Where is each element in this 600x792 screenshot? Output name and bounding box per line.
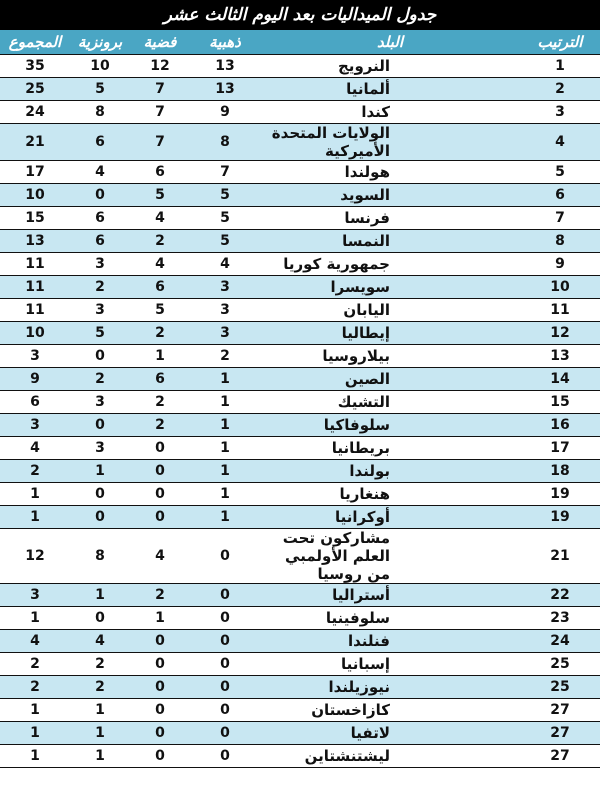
gold-cell: 0 [190, 584, 260, 607]
bronze-cell: 2 [70, 653, 130, 676]
gold-cell: 5 [190, 184, 260, 207]
bronze-cell: 3 [70, 437, 130, 460]
silver-cell: 6 [130, 161, 190, 184]
table-row [0, 101, 600, 124]
table-row [0, 322, 600, 345]
bronze-cell: 1 [70, 584, 130, 607]
table-title: جدول الميداليات بعد اليوم الثالث عشر [0, 0, 600, 30]
gold-cell: 13 [190, 55, 260, 78]
total-cell: 1 [0, 607, 70, 630]
rank-cell: 22 [520, 584, 600, 607]
bronze-cell: 1 [70, 745, 130, 768]
gold-cell: 3 [190, 322, 260, 345]
country-cell: النرويج [260, 55, 520, 78]
silver-cell: 2 [130, 391, 190, 414]
gold-cell: 7 [190, 161, 260, 184]
rank-cell: 15 [520, 391, 600, 414]
rank-cell: 3 [520, 101, 600, 124]
header-total: المجموع [0, 30, 70, 55]
country-cell: اليابان [260, 299, 520, 322]
table-row [0, 460, 600, 483]
table-row [0, 699, 600, 722]
table-row [0, 630, 600, 653]
table-row [0, 161, 600, 184]
rank-cell: 21 [520, 529, 600, 584]
total-cell: 25 [0, 78, 70, 101]
table-row [0, 299, 600, 322]
total-cell: 10 [0, 184, 70, 207]
country-cell: سلوفينيا [260, 607, 520, 630]
silver-cell: 4 [130, 529, 190, 584]
table-row [0, 529, 600, 584]
rank-cell: 11 [520, 299, 600, 322]
gold-cell: 1 [190, 460, 260, 483]
gold-cell: 1 [190, 414, 260, 437]
bronze-cell: 5 [70, 322, 130, 345]
silver-cell: 7 [130, 124, 190, 161]
country-cell: مشاركون تحت العلم الأولمبي من روسيا [260, 529, 520, 584]
table-row [0, 391, 600, 414]
silver-cell: 12 [130, 55, 190, 78]
total-cell: 17 [0, 161, 70, 184]
silver-cell: 7 [130, 78, 190, 101]
total-cell: 9 [0, 368, 70, 391]
silver-cell: 0 [130, 506, 190, 529]
gold-cell: 4 [190, 253, 260, 276]
table-row [0, 276, 600, 299]
total-cell: 11 [0, 276, 70, 299]
country-cell: هنغاريا [260, 483, 520, 506]
gold-cell: 5 [190, 230, 260, 253]
table-row [0, 78, 600, 101]
header-rank: الترتيب [520, 30, 600, 55]
country-cell: أستراليا [260, 584, 520, 607]
country-cell: بيلاروسيا [260, 345, 520, 368]
silver-cell: 6 [130, 276, 190, 299]
country-cell: لاتفيا [260, 722, 520, 745]
bronze-cell: 0 [70, 607, 130, 630]
rank-cell: 25 [520, 676, 600, 699]
bronze-cell: 0 [70, 184, 130, 207]
silver-cell: 1 [130, 607, 190, 630]
rank-cell: 25 [520, 653, 600, 676]
total-cell: 12 [0, 529, 70, 584]
rank-cell: 10 [520, 276, 600, 299]
bronze-cell: 1 [70, 722, 130, 745]
total-cell: 1 [0, 699, 70, 722]
bronze-cell: 3 [70, 253, 130, 276]
country-cell: الولايات المتحدة الأميركية [260, 124, 520, 161]
table-row [0, 607, 600, 630]
country-cell: الصين [260, 368, 520, 391]
table-row [0, 368, 600, 391]
total-cell: 2 [0, 653, 70, 676]
total-cell: 3 [0, 414, 70, 437]
bronze-cell: 3 [70, 391, 130, 414]
country-cell: سلوفاكيا [260, 414, 520, 437]
country-cell: نيوزيلندا [260, 676, 520, 699]
bronze-cell: 3 [70, 299, 130, 322]
gold-cell: 1 [190, 437, 260, 460]
table-row [0, 124, 600, 161]
table-body [0, 55, 600, 768]
country-cell: أوكرانيا [260, 506, 520, 529]
country-cell: إيطاليا [260, 322, 520, 345]
bronze-cell: 10 [70, 55, 130, 78]
medal-table [0, 30, 600, 768]
header-bronze: برونزية [70, 30, 130, 55]
bronze-cell: 6 [70, 207, 130, 230]
rank-cell: 17 [520, 437, 600, 460]
country-cell: بريطانيا [260, 437, 520, 460]
total-cell: 35 [0, 55, 70, 78]
gold-cell: 1 [190, 483, 260, 506]
rank-cell: 6 [520, 184, 600, 207]
table-row [0, 653, 600, 676]
silver-cell: 4 [130, 207, 190, 230]
table-row [0, 584, 600, 607]
silver-cell: 6 [130, 368, 190, 391]
silver-cell: 0 [130, 653, 190, 676]
rank-cell: 24 [520, 630, 600, 653]
silver-cell: 0 [130, 630, 190, 653]
total-cell: 1 [0, 483, 70, 506]
total-cell: 21 [0, 124, 70, 161]
total-cell: 24 [0, 101, 70, 124]
gold-cell: 3 [190, 299, 260, 322]
table-row [0, 483, 600, 506]
table-row [0, 207, 600, 230]
bronze-cell: 8 [70, 529, 130, 584]
gold-cell: 0 [190, 653, 260, 676]
rank-cell: 5 [520, 161, 600, 184]
rank-cell: 2 [520, 78, 600, 101]
bronze-cell: 6 [70, 124, 130, 161]
table-row [0, 722, 600, 745]
country-cell: جمهورية كوريا [260, 253, 520, 276]
total-cell: 3 [0, 584, 70, 607]
gold-cell: 0 [190, 529, 260, 584]
table-row [0, 506, 600, 529]
rank-cell: 27 [520, 745, 600, 768]
silver-cell: 0 [130, 460, 190, 483]
rank-cell: 27 [520, 722, 600, 745]
country-cell: بولندا [260, 460, 520, 483]
total-cell: 2 [0, 460, 70, 483]
bronze-cell: 2 [70, 276, 130, 299]
gold-cell: 13 [190, 78, 260, 101]
silver-cell: 0 [130, 722, 190, 745]
country-cell: فنلندا [260, 630, 520, 653]
country-cell: ألمانيا [260, 78, 520, 101]
total-cell: 4 [0, 437, 70, 460]
rank-cell: 4 [520, 124, 600, 161]
gold-cell: 8 [190, 124, 260, 161]
country-cell: ليشتنشتاين [260, 745, 520, 768]
header-country: البلد [260, 30, 520, 55]
total-cell: 6 [0, 391, 70, 414]
rank-cell: 14 [520, 368, 600, 391]
rank-cell: 18 [520, 460, 600, 483]
country-cell: فرنسا [260, 207, 520, 230]
rank-cell: 23 [520, 607, 600, 630]
table-row [0, 414, 600, 437]
silver-cell: 1 [130, 345, 190, 368]
gold-cell: 1 [190, 368, 260, 391]
silver-cell: 0 [130, 437, 190, 460]
silver-cell: 2 [130, 414, 190, 437]
table-row [0, 745, 600, 768]
table-row [0, 253, 600, 276]
rank-cell: 19 [520, 506, 600, 529]
country-cell: هولندا [260, 161, 520, 184]
country-cell: النمسا [260, 230, 520, 253]
bronze-cell: 0 [70, 506, 130, 529]
gold-cell: 2 [190, 345, 260, 368]
rank-cell: 12 [520, 322, 600, 345]
table-row [0, 230, 600, 253]
gold-cell: 9 [190, 101, 260, 124]
silver-cell: 0 [130, 676, 190, 699]
silver-cell: 2 [130, 584, 190, 607]
table-row [0, 55, 600, 78]
silver-cell: 5 [130, 184, 190, 207]
header-gold: ذهبية [190, 30, 260, 55]
total-cell: 3 [0, 345, 70, 368]
rank-cell: 7 [520, 207, 600, 230]
silver-cell: 2 [130, 322, 190, 345]
total-cell: 10 [0, 322, 70, 345]
total-cell: 4 [0, 630, 70, 653]
silver-cell: 0 [130, 483, 190, 506]
country-cell: سويسرا [260, 276, 520, 299]
gold-cell: 1 [190, 506, 260, 529]
bronze-cell: 0 [70, 345, 130, 368]
rank-cell: 9 [520, 253, 600, 276]
gold-cell: 3 [190, 276, 260, 299]
country-cell: التشيك [260, 391, 520, 414]
silver-cell: 0 [130, 745, 190, 768]
total-cell: 15 [0, 207, 70, 230]
bronze-cell: 0 [70, 414, 130, 437]
country-cell: كندا [260, 101, 520, 124]
country-cell: إسبانيا [260, 653, 520, 676]
bronze-cell: 6 [70, 230, 130, 253]
silver-cell: 5 [130, 299, 190, 322]
silver-cell: 7 [130, 101, 190, 124]
header-row [0, 30, 600, 55]
table-row [0, 437, 600, 460]
bronze-cell: 4 [70, 630, 130, 653]
rank-cell: 16 [520, 414, 600, 437]
total-cell: 2 [0, 676, 70, 699]
gold-cell: 0 [190, 722, 260, 745]
gold-cell: 0 [190, 745, 260, 768]
silver-cell: 2 [130, 230, 190, 253]
gold-cell: 0 [190, 699, 260, 722]
country-cell: السويد [260, 184, 520, 207]
rank-cell: 19 [520, 483, 600, 506]
total-cell: 1 [0, 722, 70, 745]
gold-cell: 0 [190, 630, 260, 653]
bronze-cell: 2 [70, 676, 130, 699]
bronze-cell: 0 [70, 483, 130, 506]
total-cell: 13 [0, 230, 70, 253]
gold-cell: 5 [190, 207, 260, 230]
bronze-cell: 2 [70, 368, 130, 391]
rank-cell: 13 [520, 345, 600, 368]
table-row [0, 184, 600, 207]
total-cell: 1 [0, 506, 70, 529]
rank-cell: 27 [520, 699, 600, 722]
bronze-cell: 5 [70, 78, 130, 101]
bronze-cell: 1 [70, 460, 130, 483]
total-cell: 1 [0, 745, 70, 768]
gold-cell: 0 [190, 676, 260, 699]
gold-cell: 0 [190, 607, 260, 630]
rank-cell: 8 [520, 230, 600, 253]
table-row [0, 676, 600, 699]
country-cell: كازاخستان [260, 699, 520, 722]
silver-cell: 0 [130, 699, 190, 722]
header-silver: فضية [130, 30, 190, 55]
bronze-cell: 8 [70, 101, 130, 124]
total-cell: 11 [0, 299, 70, 322]
gold-cell: 1 [190, 391, 260, 414]
table-row [0, 345, 600, 368]
rank-cell: 1 [520, 55, 600, 78]
silver-cell: 4 [130, 253, 190, 276]
bronze-cell: 4 [70, 161, 130, 184]
bronze-cell: 1 [70, 699, 130, 722]
total-cell: 11 [0, 253, 70, 276]
